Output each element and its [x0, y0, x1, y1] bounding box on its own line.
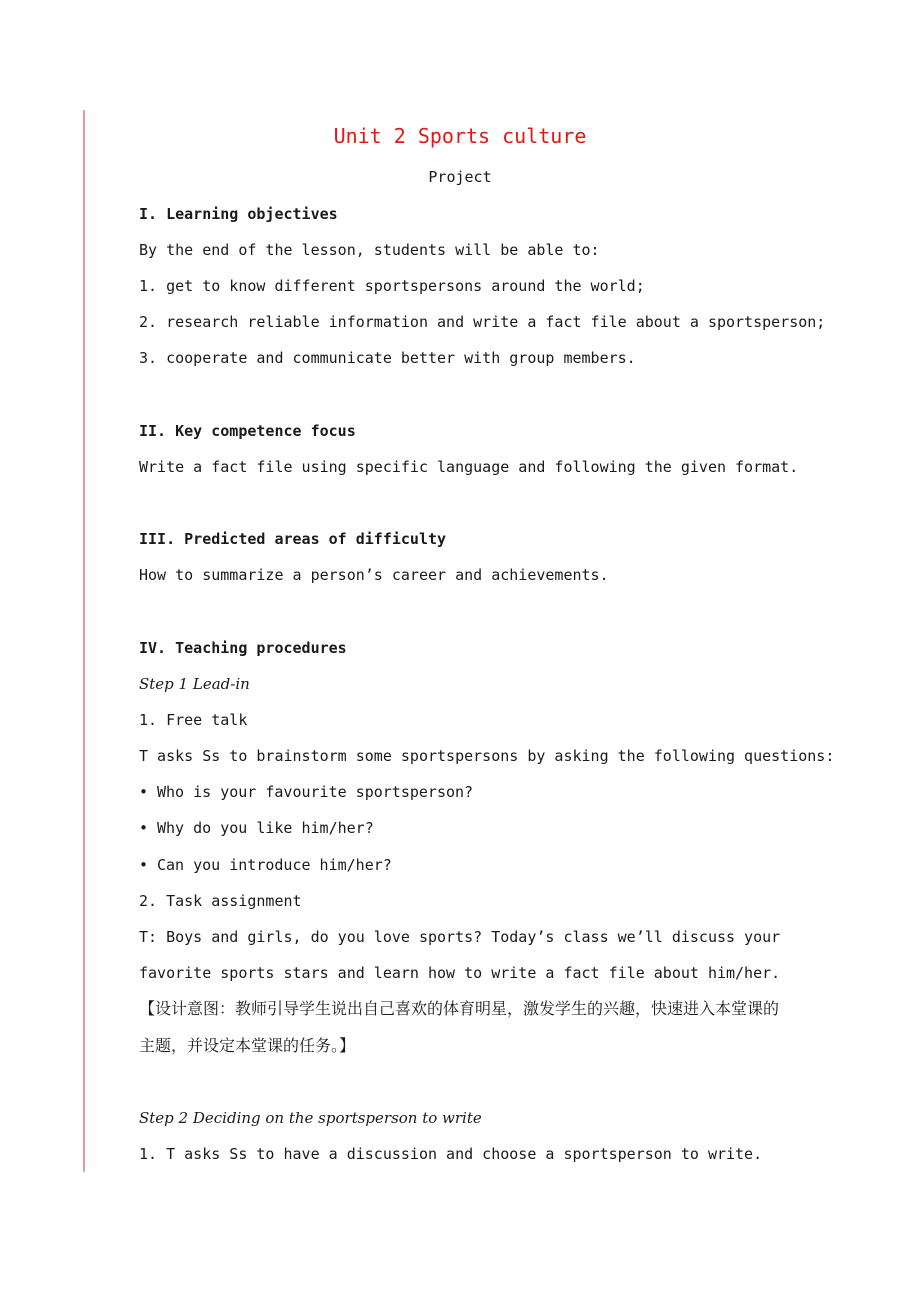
objectives-intro: By the end of the lesson, students will be able to: — [139, 241, 600, 259]
section-heading-competence: II. Key competence focus — [139, 422, 356, 440]
objective-item-1: 1. get to know different sportspersons around the world; — [139, 277, 645, 295]
step-1-heading: Step 1 Lead-in — [139, 675, 250, 693]
question-item-3 — [139, 855, 392, 875]
question-text: Who is your favourite sportsperson? — [157, 783, 474, 801]
brainstorm-instruction: T asks Ss to brainstorm some sportspersons by asking the following questions: — [139, 747, 835, 765]
step-2-item-1: 1. T asks Ss to have a discussion and choose a sportsperson to write. — [139, 1145, 763, 1163]
design-intent-line-2: 主题，并设定本堂课的任务。】 — [139, 1036, 356, 1055]
document-subtitle: Project — [428, 168, 492, 186]
bullet-icon: • — [139, 819, 149, 837]
objective-item-2: 2. research reliable information and write a fact file about a sportsperson; — [139, 313, 826, 331]
step-2-heading: Step 2 Deciding on the sportsperson to write — [139, 1109, 482, 1127]
section-heading-procedures: IV. Teaching procedures — [139, 639, 347, 657]
difficulty-text: How to summarize a person’s career and achievements. — [139, 566, 609, 584]
teacher-dialogue-line-2: favorite sports stars and learn how to write a fact file about him/her. — [139, 964, 781, 982]
question-text: Why do you like him/her? — [157, 819, 374, 837]
question-item-2 — [139, 818, 374, 838]
competence-text: Write a fact file using specific language and following the given format. — [139, 458, 799, 476]
question-text: Can you introduce him/her? — [157, 856, 392, 874]
section-heading-difficulty: III. Predicted areas of difficulty — [139, 530, 447, 548]
objective-item-3: 3. cooperate and communicate better with group members. — [139, 349, 636, 367]
teacher-dialogue-line-1: T: Boys and girls, do you love sports? Today’s class we’ll discuss your — [139, 928, 781, 946]
bullet-icon: • — [139, 783, 149, 801]
page-margin-line — [83, 110, 85, 1172]
design-intent-line-1: 【设计意图：教师引导学生说出自己喜欢的体育明星，激发学生的兴趣，快速进入本堂课的 — [139, 999, 780, 1018]
free-talk-item: 1. Free talk — [139, 711, 248, 729]
section-heading-objectives: I. Learning objectives — [139, 205, 338, 223]
bullet-icon: • — [139, 856, 149, 874]
document-title: Unit 2 Sports culture — [333, 124, 587, 148]
question-item-1 — [139, 782, 473, 802]
task-assignment-item: 2. Task assignment — [139, 892, 302, 910]
